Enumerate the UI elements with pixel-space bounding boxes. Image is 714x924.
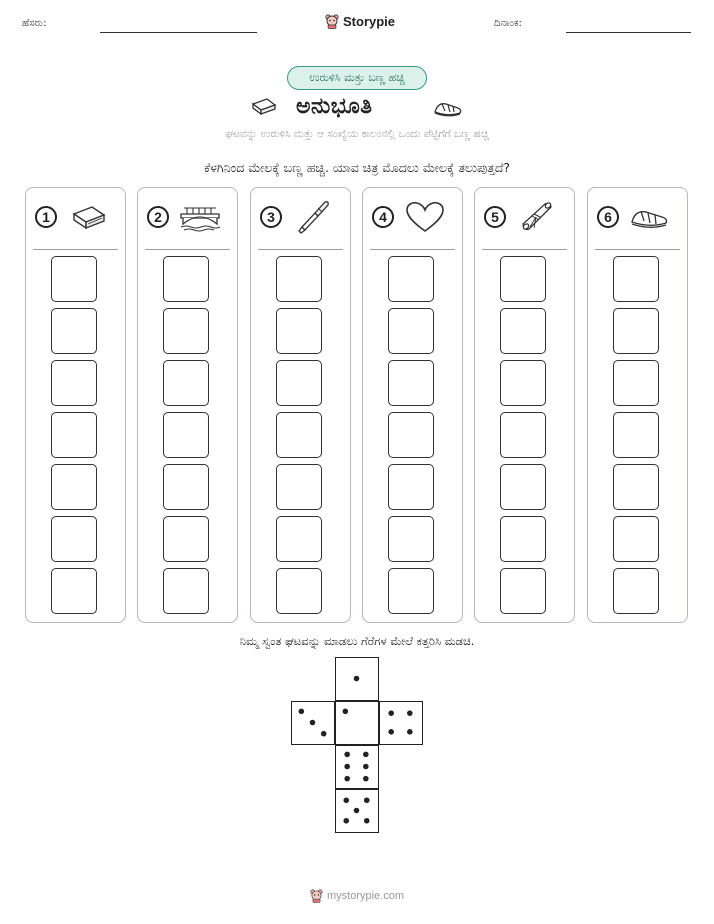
- color-box[interactable]: [163, 308, 209, 354]
- column-number: 4: [372, 206, 394, 228]
- sandal-icon: [628, 200, 672, 234]
- color-box[interactable]: [388, 464, 434, 510]
- color-box[interactable]: [51, 360, 97, 406]
- color-box[interactable]: [613, 568, 659, 614]
- column-2: [137, 187, 238, 623]
- color-box[interactable]: [613, 516, 659, 562]
- scroll-icon: [515, 200, 559, 234]
- color-boxes: [163, 256, 209, 620]
- heart-icon: [403, 200, 447, 234]
- color-boxes: [276, 256, 322, 620]
- column-number: 1: [35, 206, 57, 228]
- color-box[interactable]: [613, 412, 659, 458]
- color-boxes: [51, 256, 97, 620]
- color-box[interactable]: [163, 412, 209, 458]
- column-6: [587, 187, 688, 623]
- color-box[interactable]: [276, 256, 322, 302]
- name-label: ಹೆಸರು:: [22, 18, 47, 29]
- color-box[interactable]: [613, 256, 659, 302]
- color-box[interactable]: [613, 464, 659, 510]
- die-face-bottom: [335, 789, 379, 833]
- color-box[interactable]: [500, 256, 546, 302]
- color-box[interactable]: [388, 516, 434, 562]
- color-box[interactable]: [276, 360, 322, 406]
- color-box[interactable]: [51, 308, 97, 354]
- color-box[interactable]: [388, 412, 434, 458]
- question: ಕೆಳಗಿನಿಂದ ಮೇಲಕ್ಕೆ ಬಣ್ಣ ಹಚ್ಚಿ. ಯಾವ ಚಿತ್ರ ಮೊದಲು ಮೇಲಕ್ಕೆ ತಲುಪುತ್ತದೆ?: [203, 160, 511, 175]
- title-row: [0, 94, 714, 122]
- column-divider: [482, 249, 567, 250]
- color-box[interactable]: [163, 256, 209, 302]
- die-face-right: [379, 701, 423, 745]
- bear-mascot-icon: [310, 888, 323, 903]
- cutout-instruction: ನಿಮ್ಮ ಸ್ವಂತ ಘಟವನ್ನು ಮಾಡಲು ಗೆರೆಗಳ ಮೇಲೆ ಕತ್ತರಿಸಿ ಮಡಚಿ.: [239, 634, 475, 648]
- column-divider: [258, 249, 343, 250]
- color-box[interactable]: [388, 256, 434, 302]
- column-number: 2: [147, 206, 169, 228]
- footer: [310, 888, 404, 903]
- activity-badge: ಉರುಳಿಸಿ ಮತ್ತು ಬಣ್ಣ ಹಚ್ಚಿ: [287, 66, 427, 90]
- die-face-top: [335, 657, 379, 701]
- color-box[interactable]: [163, 464, 209, 510]
- bear-mascot-icon: [325, 13, 339, 29]
- color-box[interactable]: [51, 464, 97, 510]
- column-number: 3: [260, 206, 282, 228]
- column-number: 6: [597, 206, 619, 228]
- color-box[interactable]: [613, 308, 659, 354]
- brand-logo: [325, 13, 395, 29]
- color-box[interactable]: [500, 412, 546, 458]
- column-divider: [595, 249, 680, 250]
- sandal-icon: [432, 96, 464, 118]
- color-box[interactable]: [51, 568, 97, 614]
- color-box[interactable]: [388, 308, 434, 354]
- color-box[interactable]: [163, 516, 209, 562]
- die-face-lower: [335, 745, 379, 789]
- color-box[interactable]: [500, 308, 546, 354]
- color-box[interactable]: [613, 360, 659, 406]
- color-box[interactable]: [500, 464, 546, 510]
- color-box[interactable]: [163, 568, 209, 614]
- color-box[interactable]: [276, 412, 322, 458]
- page-title: ಅನುಭೂತಿ: [296, 94, 373, 119]
- die-face-center: [335, 701, 379, 745]
- bridge-icon: [178, 200, 222, 234]
- color-boxes: [388, 256, 434, 620]
- color-box[interactable]: [500, 360, 546, 406]
- color-box[interactable]: [51, 516, 97, 562]
- color-box[interactable]: [276, 464, 322, 510]
- column-divider: [370, 249, 455, 250]
- subtitle: ಘಟವನ್ನು ಉರುಳಿಸಿ ಮತ್ತು ಆ ಸಂಖ್ಯೆಯ ಕಾಲಂನಲ್ಲಿ ಒಂದು ಪೆಟ್ಟಿಗೆಗೆ ಬಣ್ಣ ಹಚ್ಚಿ: [225, 128, 489, 140]
- color-box[interactable]: [51, 412, 97, 458]
- column-4: [362, 187, 463, 623]
- book-icon: [250, 96, 278, 118]
- column-number: 5: [484, 206, 506, 228]
- column-1: [25, 187, 126, 623]
- footer-url[interactable]: mystorypie.com: [327, 889, 405, 902]
- date-line[interactable]: [566, 32, 691, 33]
- die-face-left: [291, 701, 335, 745]
- color-box[interactable]: [276, 308, 322, 354]
- column-divider: [33, 249, 118, 250]
- color-boxes: [613, 256, 659, 620]
- color-box[interactable]: [163, 360, 209, 406]
- color-box[interactable]: [388, 360, 434, 406]
- column-3: [250, 187, 351, 623]
- color-box[interactable]: [500, 516, 546, 562]
- color-box[interactable]: [276, 516, 322, 562]
- color-box[interactable]: [51, 256, 97, 302]
- name-line[interactable]: [100, 32, 257, 33]
- color-box[interactable]: [276, 568, 322, 614]
- column-divider: [145, 249, 230, 250]
- brand-name: Storypie: [343, 13, 396, 29]
- chisel-icon: [291, 200, 335, 234]
- color-box[interactable]: [500, 568, 546, 614]
- color-box[interactable]: [388, 568, 434, 614]
- book-icon: [66, 200, 110, 234]
- column-5: [474, 187, 575, 623]
- color-boxes: [500, 256, 546, 620]
- date-label: ದಿನಾಂಕ:: [494, 18, 522, 29]
